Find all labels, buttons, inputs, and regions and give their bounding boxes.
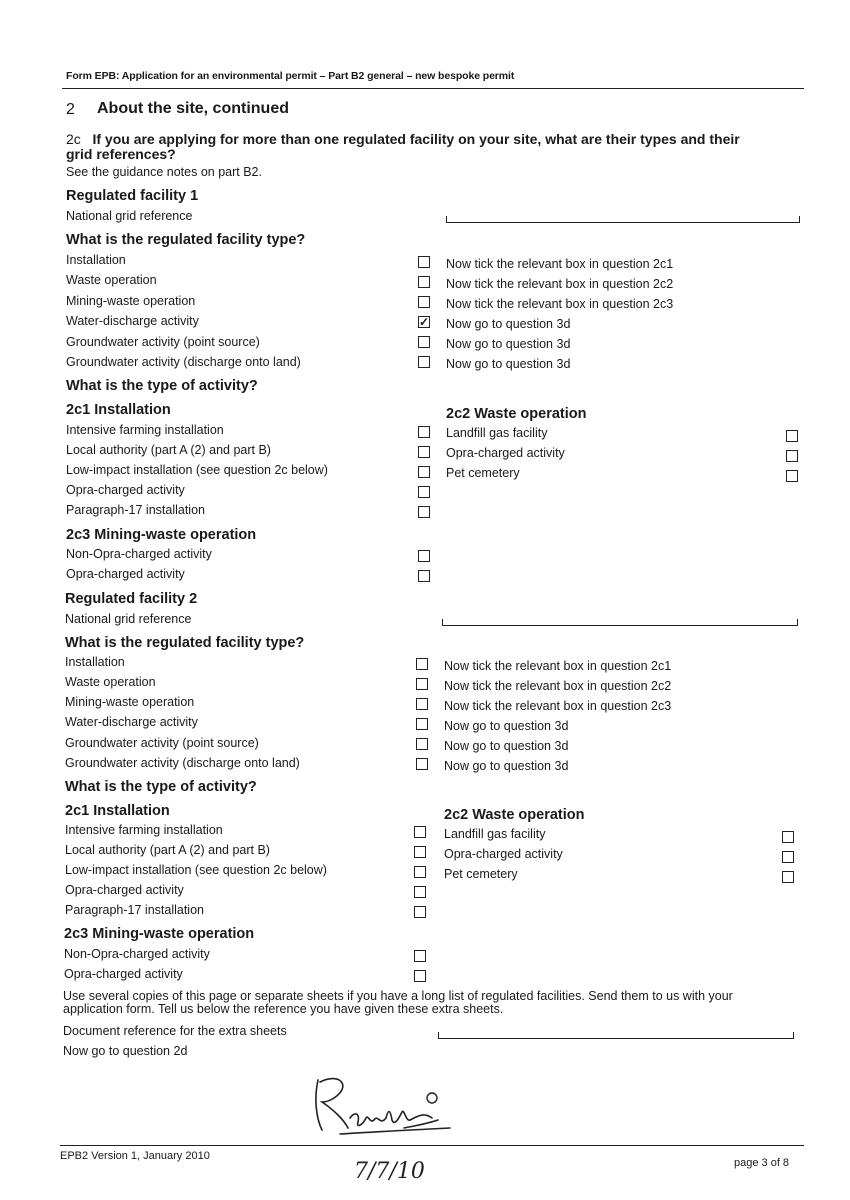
f1-installation-checkbox[interactable] [418, 446, 430, 458]
f1-type-checkbox[interactable] [418, 256, 430, 268]
f1-type-label: Groundwater activity (point source) [66, 335, 260, 349]
f2-type-checkbox[interactable] [416, 738, 428, 750]
facility-2-grid-label: National grid reference [65, 612, 192, 626]
f1-installation-label: Opra-charged activity [66, 483, 185, 497]
f1-waste-label: Pet cemetery [446, 466, 520, 480]
f1-installation-heading: 2c1 Installation [66, 402, 171, 418]
question-number: 2c [66, 131, 81, 147]
f1-type-note: Now go to question 3d [446, 317, 571, 331]
f1-type-checkbox[interactable]: ✓ [419, 315, 430, 329]
f2-waste-checkbox[interactable] [782, 851, 794, 863]
form-header-title: Form EPB: Application for an environmental permit – Part B2 general – new bespoke permit [66, 70, 515, 82]
f2-type-note: Now go to question 3d [444, 739, 569, 753]
question-text: If you are applying for more than one regulated facility on your site, what are their types and their grid references? [66, 131, 740, 162]
f1-waste-label: Opra-charged activity [446, 446, 565, 460]
section-number: 2 [66, 101, 75, 118]
f2-type-note: Now go to question 3d [444, 759, 569, 773]
facility-2-grid-field[interactable] [442, 619, 798, 626]
f2-type-label: Groundwater activity (point source) [65, 736, 259, 750]
f1-type-checkbox[interactable] [418, 296, 430, 308]
f2-installation-checkbox[interactable] [414, 866, 426, 878]
f2-type-checkbox[interactable] [416, 758, 428, 770]
facility-2-activity-heading: What is the type of activity? [65, 779, 257, 795]
f2-type-checkbox[interactable] [416, 698, 428, 710]
f1-mining-checkbox[interactable] [418, 570, 430, 582]
f2-installation-label: Paragraph-17 installation [65, 903, 204, 917]
f1-installation-checkbox[interactable] [418, 426, 430, 438]
f2-installation-checkbox[interactable] [414, 846, 426, 858]
footer-page-number: page 3 of 8 [734, 1157, 790, 1169]
f1-type-label: Installation [66, 253, 126, 267]
doc-ref-label: Document reference for the extra sheets [63, 1024, 287, 1038]
f2-type-note: Now go to question 3d [444, 719, 569, 733]
f2-installation-label: Intensive farming installation [65, 823, 223, 837]
f2-waste-label: Landfill gas facility [444, 827, 546, 841]
f2-waste-checkbox[interactable] [782, 831, 794, 843]
f2-type-label: Installation [65, 655, 125, 669]
f2-type-note: Now tick the relevant box in question 2c2 [444, 679, 672, 693]
f1-mining-heading: 2c3 Mining-waste operation [66, 527, 257, 543]
f2-type-checkbox[interactable] [416, 678, 428, 690]
signature-date: 7/7/10 [354, 1159, 425, 1184]
footer-version: EPB2 Version 1, January 2010 [60, 1150, 210, 1162]
f1-waste-heading: 2c2 Waste operation [446, 406, 587, 422]
f2-type-label: Waste operation [65, 675, 156, 689]
f1-installation-label: Local authority (part A (2) and part B) [66, 443, 271, 457]
f2-installation-checkbox[interactable] [414, 826, 426, 838]
guidance-note: See the guidance notes on part B2. [66, 165, 262, 179]
f1-mining-label: Non-Opra-charged activity [66, 547, 212, 561]
facility-2-type-heading: What is the regulated facility type? [65, 635, 305, 651]
facility-1-grid-label: National grid reference [66, 209, 193, 223]
f1-type-checkbox[interactable] [418, 356, 430, 368]
f2-installation-label: Low-impact installation (see question 2c below) [65, 863, 327, 877]
f2-installation-heading: 2c1 Installation [65, 803, 170, 819]
f2-waste-heading: 2c2 Waste operation [444, 807, 585, 823]
doc-ref-field[interactable] [438, 1032, 794, 1039]
f1-type-note: Now tick the relevant box in question 2c1 [446, 257, 674, 271]
f2-mining-heading: 2c3 Mining-waste operation [64, 926, 255, 942]
facility-1-heading: Regulated facility 1 [66, 188, 199, 204]
f1-type-label: Water-discharge activity [66, 314, 199, 328]
facility-1-grid-field[interactable] [446, 216, 800, 223]
f2-type-note: Now tick the relevant box in question 2c3 [444, 699, 672, 713]
f1-waste-label: Landfill gas facility [446, 426, 548, 440]
f2-type-label: Groundwater activity (discharge onto land) [65, 756, 300, 770]
f1-installation-checkbox[interactable] [418, 466, 430, 478]
f1-waste-checkbox[interactable] [786, 450, 798, 462]
f2-waste-label: Pet cemetery [444, 867, 518, 881]
f1-installation-checkbox[interactable] [418, 506, 430, 518]
facility-1-type-heading: What is the regulated facility type? [66, 232, 306, 248]
f2-mining-label: Non-Opra-charged activity [64, 947, 210, 961]
f2-mining-label: Opra-charged activity [64, 967, 183, 981]
facility-2-heading: Regulated facility 2 [65, 591, 198, 607]
f2-installation-label: Local authority (part A (2) and part B) [65, 843, 270, 857]
f2-type-checkbox[interactable] [416, 718, 428, 730]
handwritten-signature [300, 1068, 460, 1186]
f2-mining-checkbox[interactable] [414, 950, 426, 962]
f2-installation-label: Opra-charged activity [65, 883, 184, 897]
f1-waste-checkbox[interactable] [786, 470, 798, 482]
f1-type-note: Now go to question 3d [446, 337, 571, 351]
f1-type-checkbox[interactable] [418, 276, 430, 288]
facility-1-activity-heading: What is the type of activity? [66, 378, 258, 394]
f1-type-note: Now tick the relevant box in question 2c3 [446, 297, 674, 311]
f2-installation-checkbox[interactable] [414, 906, 426, 918]
f1-installation-label: Intensive farming installation [66, 423, 224, 437]
f2-installation-checkbox[interactable] [414, 886, 426, 898]
next-question-note: Now go to question 2d [63, 1044, 188, 1058]
f1-mining-checkbox[interactable] [418, 550, 430, 562]
f1-installation-label: Paragraph-17 installation [66, 503, 205, 517]
f1-type-note: Now go to question 3d [446, 357, 571, 371]
f2-type-label: Water-discharge activity [65, 715, 198, 729]
f1-installation-label: Low-impact installation (see question 2c below) [66, 463, 328, 477]
f1-waste-checkbox[interactable] [786, 430, 798, 442]
f1-type-label: Waste operation [66, 273, 157, 287]
f2-type-note: Now tick the relevant box in question 2c1 [444, 659, 672, 673]
f1-type-label: Mining-waste operation [66, 294, 196, 308]
f2-mining-checkbox[interactable] [414, 970, 426, 982]
f2-type-label: Mining-waste operation [65, 695, 195, 709]
f2-waste-label: Opra-charged activity [444, 847, 563, 861]
f1-mining-label: Opra-charged activity [66, 567, 185, 581]
f1-installation-checkbox[interactable] [418, 486, 430, 498]
f1-type-checkbox[interactable] [418, 336, 430, 348]
f2-waste-checkbox[interactable] [782, 871, 794, 883]
header-divider [62, 88, 804, 89]
f2-type-checkbox[interactable] [416, 658, 428, 670]
extra-sheets-instruction: Use several copies of this page or separate sheets if you have a long list of regulated facilities. Send them to us with your application form. Tell us below the reference you have given these extra sheets. [63, 989, 733, 1016]
section-title: About the site, continued [97, 100, 289, 117]
f1-type-label: Groundwater activity (discharge onto land) [66, 355, 301, 369]
f1-type-note: Now tick the relevant box in question 2c2 [446, 277, 674, 291]
footer-divider [60, 1145, 804, 1146]
question-2c [66, 132, 766, 162]
